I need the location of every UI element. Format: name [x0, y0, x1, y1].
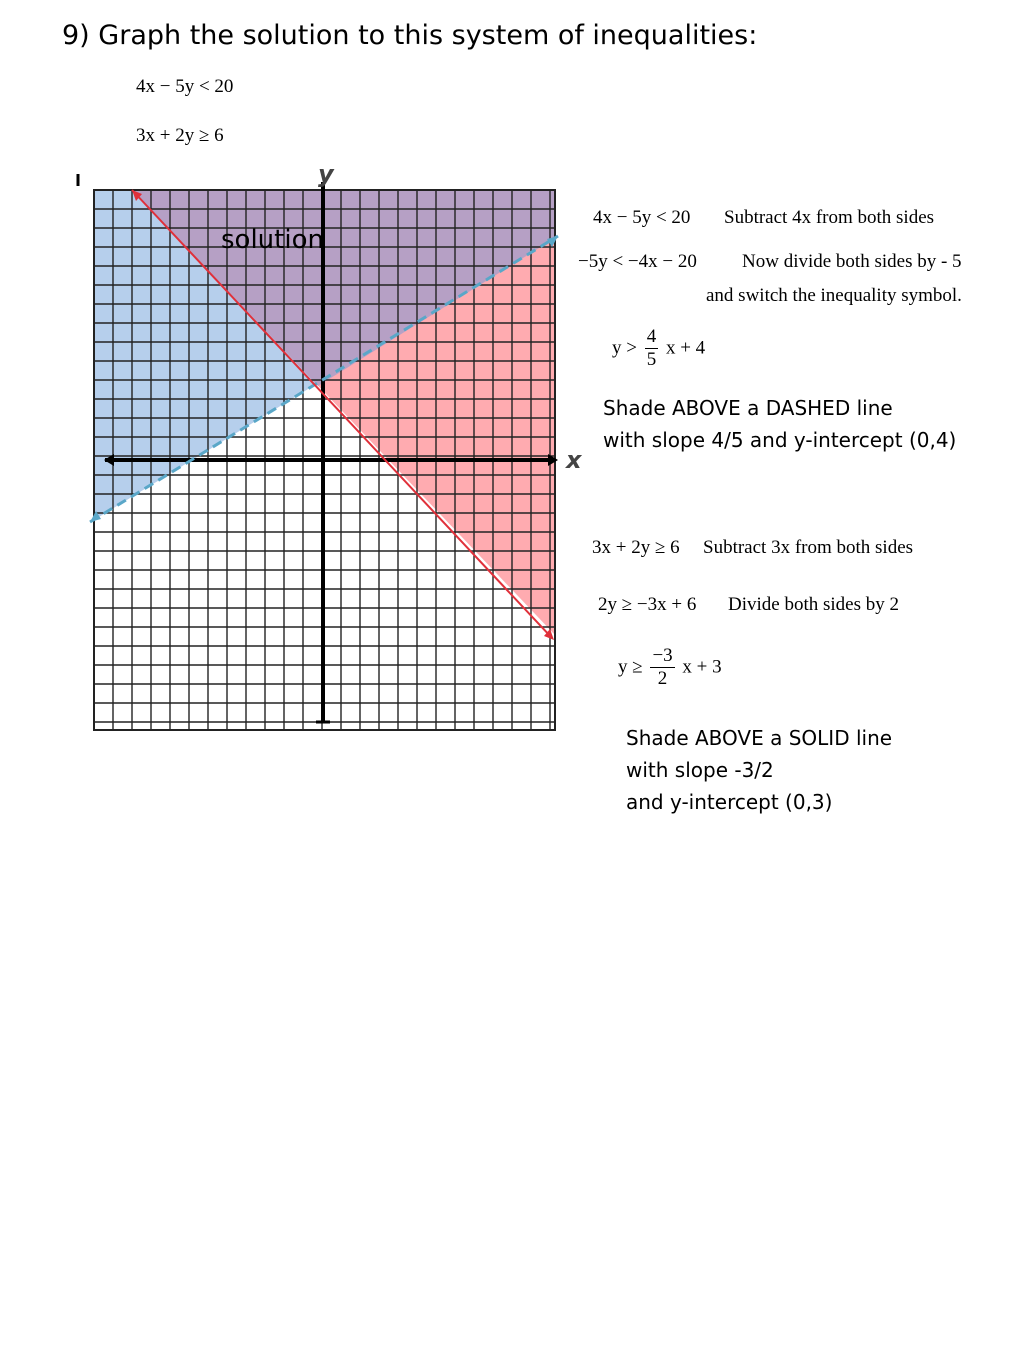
step1-line1-text: Subtract 4x from both sides	[724, 207, 935, 228]
problem-title: 9) Graph the solution to this system of inequalities:	[62, 20, 758, 51]
step2-fraction-num: −3	[652, 645, 673, 666]
step2-fraction-den: 2	[657, 668, 668, 689]
step1-note-line1: Shade ABOVE a DASHED line	[603, 396, 893, 420]
inequality-1: 4x − 5y < 20	[136, 76, 234, 97]
step1-fraction	[645, 326, 659, 371]
step1-line2-math: −5y < −4x − 20	[578, 251, 697, 272]
coordinate-graph	[70, 160, 590, 740]
solution-label: solution	[221, 225, 324, 255]
step2-fraction	[650, 645, 674, 690]
step1-line2-text: Now divide both sides by - 5	[742, 251, 962, 272]
step2-note-line3: and y-intercept (0,3)	[626, 790, 833, 814]
step2-result-rhs: x + 3	[682, 656, 722, 678]
step2-line1-text: Subtract 3x from both sides	[703, 537, 914, 558]
step1-note-line2: with slope 4/5 and y-intercept (0,4)	[603, 428, 957, 452]
step2-note-line1: Shade ABOVE a SOLID line	[626, 726, 893, 750]
step2-line2-text: Divide both sides by 2	[728, 594, 899, 615]
step2-note	[626, 722, 892, 818]
step1-result-rhs: x + 4	[665, 337, 706, 359]
step1-note	[603, 392, 956, 456]
step1-result	[612, 326, 705, 371]
step1-result-lhs: y >	[612, 337, 637, 359]
step2-line1-math: 3x + 2y ≥ 6	[592, 537, 680, 558]
inequality-2: 3x + 2y ≥ 6	[136, 125, 224, 146]
step1-line3-text: and switch the inequality symbol.	[706, 285, 962, 306]
step2-line2-math: 2y ≥ −3x + 6	[598, 594, 697, 615]
step2-note-line2: with slope -3/2	[626, 758, 774, 782]
y-axis-label: y	[318, 160, 334, 188]
step1-line1-math: 4x − 5y < 20	[593, 207, 691, 228]
x-axis-label: x	[566, 446, 582, 474]
step2-result-lhs: y ≥	[618, 656, 643, 678]
step1-fraction-num: 4	[646, 326, 657, 347]
step2-result	[618, 645, 722, 690]
step1-fraction-den: 5	[646, 349, 657, 370]
